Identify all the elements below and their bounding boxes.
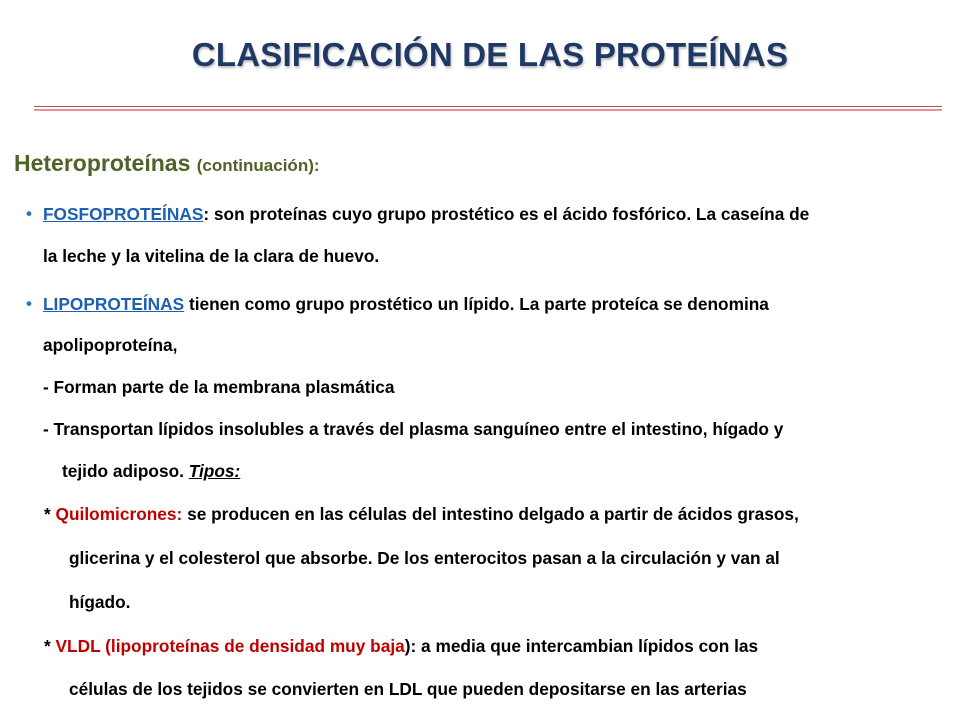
lipo-text-1: tienen como grupo prostético un lípido. La parte proteíca se denomina (184, 294, 769, 314)
quilo-line-1 (44, 504, 799, 525)
lipo-dash-1: - Forman parte de la membrana plasmática (43, 377, 395, 397)
fosfo-line-1 (43, 204, 809, 225)
quilo-line-3: hígado. (69, 592, 131, 612)
section-heading-main: Heteroproteínas (14, 150, 191, 176)
divider-line-top (34, 106, 942, 107)
bullet-icon: • (26, 204, 32, 223)
fosfo-text-1: : son proteínas cuyo grupo prostético es el ácido fosfórico. La caseína de (203, 204, 810, 224)
vldl-text-1: ): a media que intercambian lípidos con las (404, 636, 759, 656)
vldl-star: * (44, 636, 56, 656)
section-heading-note: (continuación): (196, 156, 320, 175)
title-divider (34, 106, 942, 112)
quilo-star: * (44, 504, 56, 524)
lipo-dash-2: - Transportan lípidos insolubles a través del plasma sanguíneo entre el intestino, hígado y (43, 419, 784, 439)
fosfo-line-2: la leche y la vitelina de la clara de huevo. (43, 246, 380, 266)
quilo-text-1: se producen en las células del intestino delgado a partir de ácidos grasos, (182, 504, 799, 524)
lipo-term: LIPOPROTEÍNAS (43, 294, 185, 314)
lipo-line-2: apolipoproteína, (43, 335, 178, 355)
divider-line-bottom (34, 109, 942, 111)
quilo-line-2: glicerina y el colesterol que absorbe. De los enterocitos pasan a la circulación y van al (69, 548, 780, 568)
tipos-label: Tipos: (188, 461, 241, 481)
quilo-term: Quilomicrones: (55, 504, 183, 524)
section-heading (14, 150, 320, 177)
vldl-line-1 (44, 636, 758, 657)
lipo-dash-2-cont (62, 461, 240, 482)
slide-title: CLASIFICACIÓN DE LAS PROTEÍNAS (191, 36, 789, 73)
fosfo-term: FOSFOPROTEÍNAS (43, 204, 204, 224)
vldl-line-2: células de los tejidos se convierten en LDL que pueden depositarse en las arterias (69, 679, 747, 699)
vldl-term: VLDL (lipoproteínas de densidad muy baja (55, 636, 405, 656)
lipo-dash-2b: tejido adiposo. (62, 461, 184, 481)
bullet-icon: • (26, 294, 32, 313)
lipo-line-1 (43, 294, 769, 315)
